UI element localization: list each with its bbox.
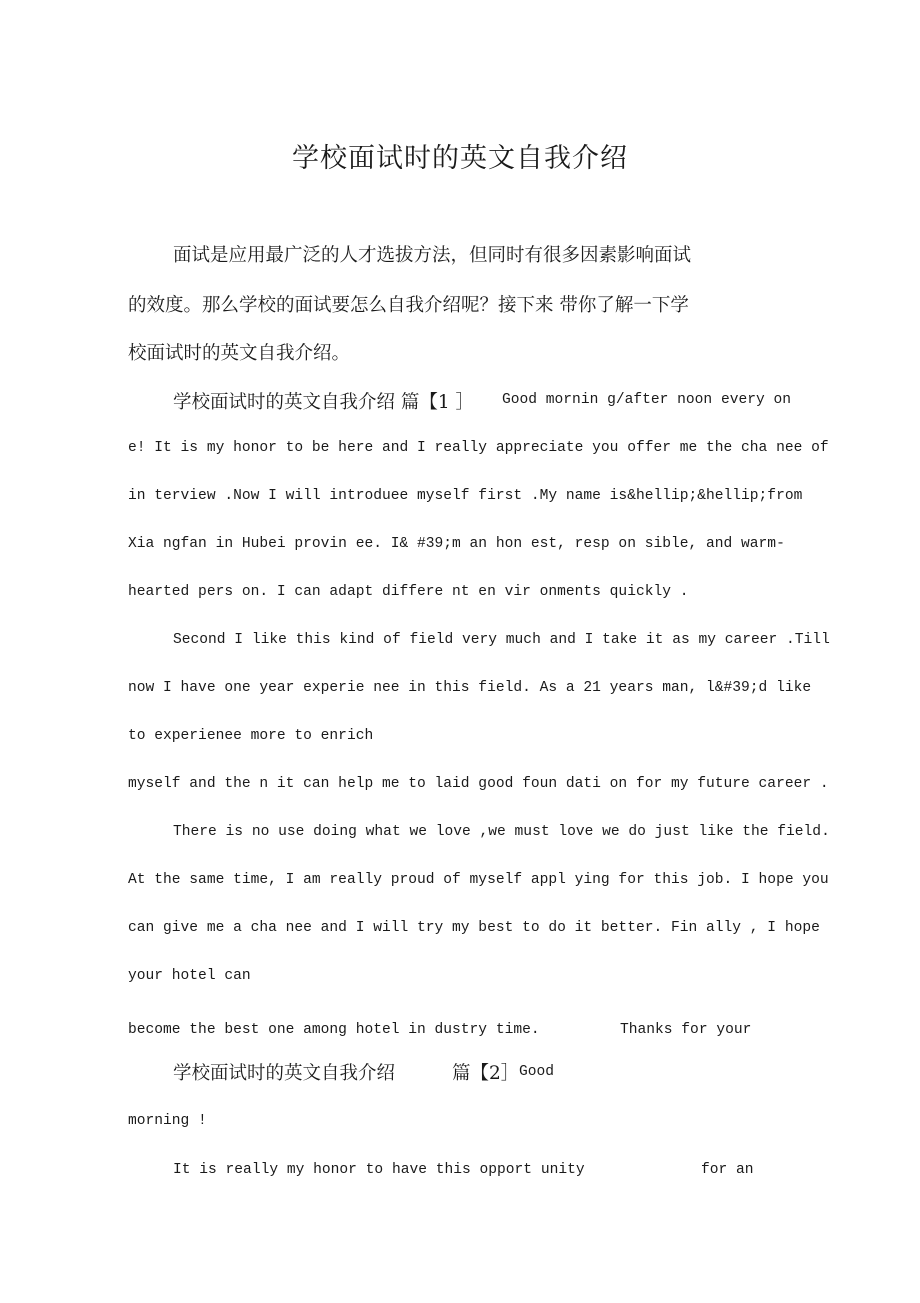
section1-line-2: e! It is my honor to be here and I really appreciate you offer me the cha nee of xyxy=(128,440,829,456)
section2-line-2-left: It is really my honor to have this opport unity xyxy=(173,1162,585,1178)
section2-line-1: morning ! xyxy=(128,1113,207,1129)
page-title: 学校面试时的英文自我介绍 xyxy=(292,143,628,174)
para3-line-3: can give me a cha nee and I will try my best to do it better. Fin ally , I hope xyxy=(128,920,820,936)
section2-line-2-right: for an xyxy=(701,1162,754,1178)
section1-line-1: Good mornin g/after noon every on xyxy=(502,392,792,408)
para4-right: Thanks for your xyxy=(620,1022,752,1038)
section2-heading: 学校面试时的英文自我介绍 xyxy=(173,1063,396,1084)
section1-line-5: hearted pers on. I can adapt differe nt en vir onments quickly . xyxy=(128,584,689,600)
section2-heading-en: Good xyxy=(519,1064,555,1080)
para2-line-1: Second I like this kind of field very much and I take it as my career .Till xyxy=(173,632,830,648)
para3-line-1: There is no use doing what we love ,we must love we do just like the field. xyxy=(173,824,830,840)
para3-line-2: At the same time, I am really proud of myself appl ying for this job. I hope you xyxy=(128,872,829,888)
para2-line-3: to experienee more to enrich xyxy=(128,728,374,744)
section1-heading: 学校面试时的英文自我介绍 篇【1 ］ xyxy=(173,392,475,413)
section2-heading-mark: 篇【2］ xyxy=(452,1063,520,1084)
section1-line-3: in terview .Now I will introduee myself first .My name is&hellip;&hellip;from xyxy=(128,488,803,504)
section1-line-4: Xia ngfan in Hubei provin ee. I& #39;m an hon est, resp on sible, and warm- xyxy=(128,536,785,552)
intro-line-1: 面试是应用最广泛的人才选拔方法，但同时有很多因素影响面试 xyxy=(173,245,692,266)
para3-line-4: your hotel can xyxy=(128,968,251,984)
intro-line-3: 校面试时的英文自我介绍。 xyxy=(128,343,351,364)
para2-line-4: myself and the n it can help me to laid good foun dati on for my future career . xyxy=(128,776,829,792)
para4-left: become the best one among hotel in dustry time. xyxy=(128,1022,540,1038)
para2-line-2: now I have one year experie nee in this field. As a 21 years man, l&#39;d like xyxy=(128,680,812,696)
intro-line-2: 的效度。那么学校的面试要怎么自我介绍呢？接下来 带你了解一下学 xyxy=(128,295,689,316)
